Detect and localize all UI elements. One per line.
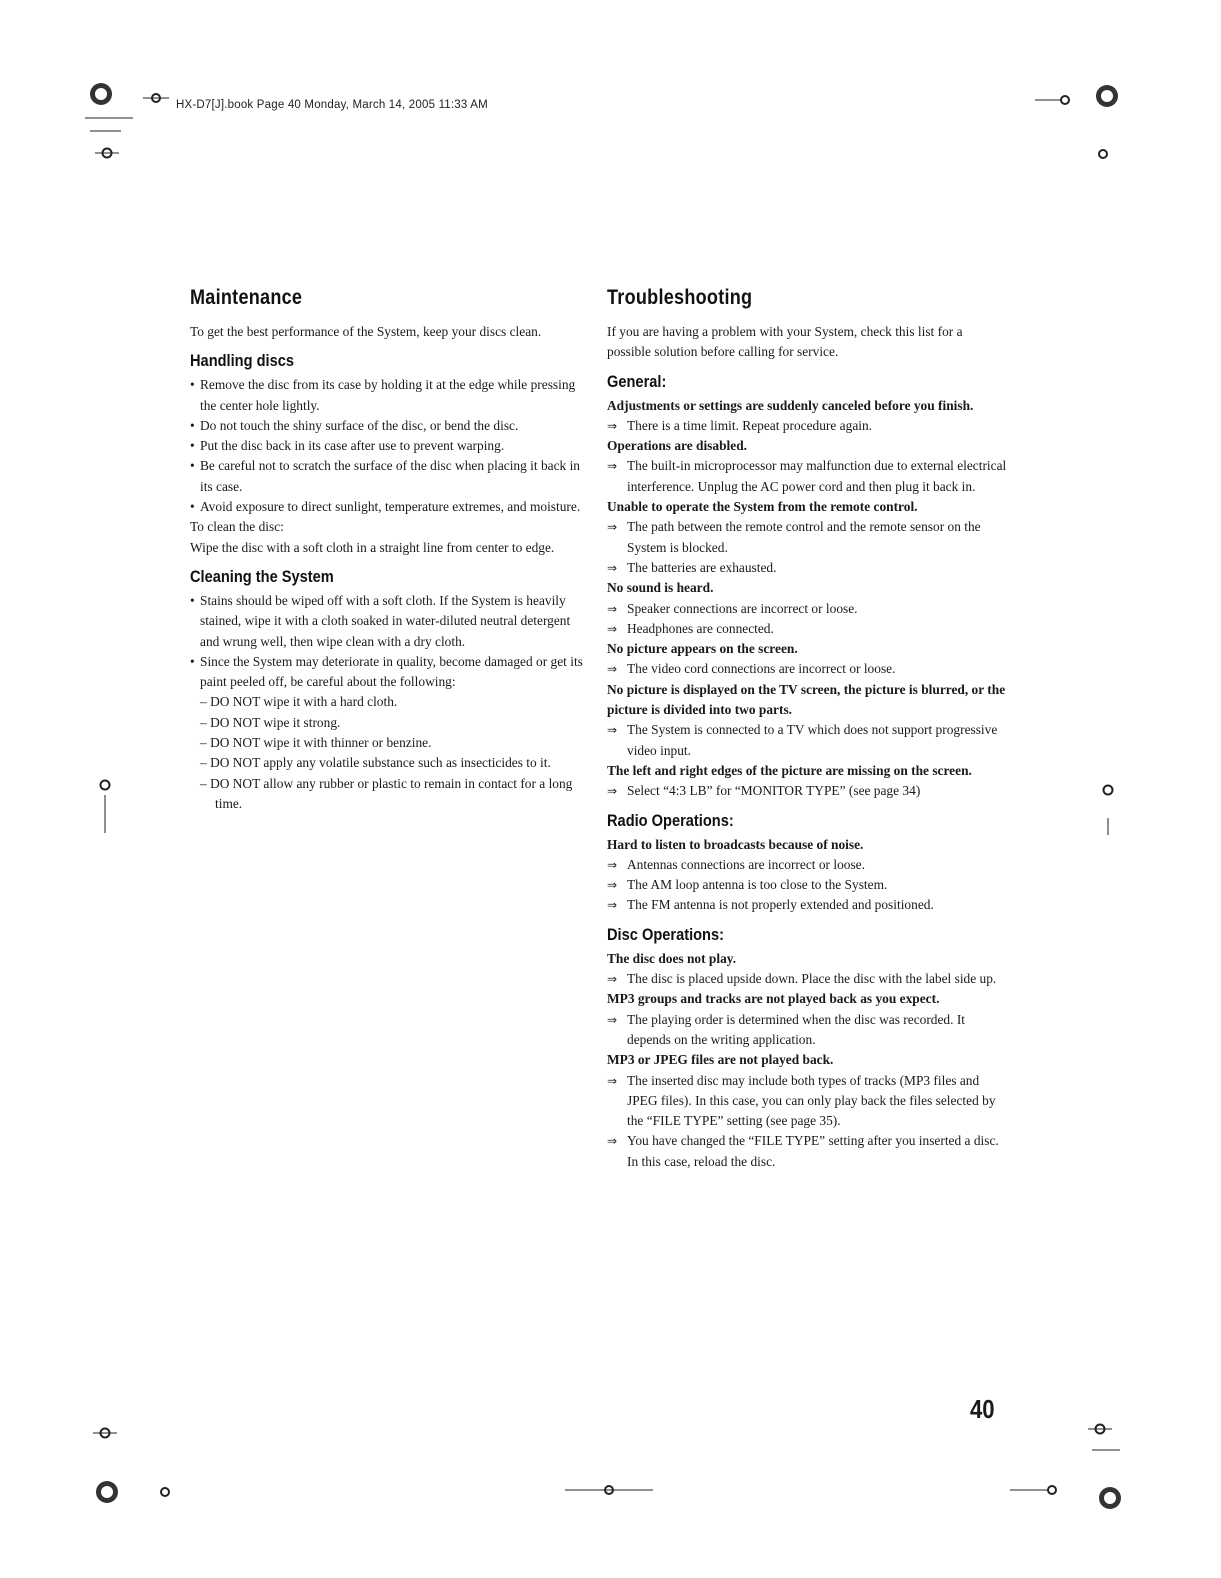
page-number: 40 [970,1394,995,1424]
list-item: • Remove the disc from its case by holding it at the edge while pressing the center hole lightly. [190,377,576,413]
arrow-right-icon: ⇒ [607,723,618,738]
bullet-icon: • [190,653,195,669]
dash-icon: – [200,735,207,751]
list-item: • Since the System may deteriorate in quality, become damaged or get its paint peeled off, be careful about the following: [190,653,583,690]
dash-icon: – [200,775,207,791]
solution: ⇒ The path between the remote control and the remote sensor on the System is blocked. [607,519,981,555]
problem: Operations are disabled. [607,438,747,454]
arrow-right-icon: ⇒ [607,621,618,636]
solution: ⇒ The inserted disc may include both types of tracks (MP3 files and JPEG files). In this case, you can only play back the files selected by the “FILE TYPE” setting (see page 35). [607,1072,996,1129]
solution: ⇒ There is a time limit. Repeat procedure again. [607,416,1007,436]
problem: Adjustments or settings are suddenly canceled before you finish. [607,397,974,413]
bullet-icon: • [190,438,195,454]
problem: MP3 or JPEG files are not played back. [607,1052,834,1068]
bullet-icon: • [190,377,195,393]
crosshair-mark-right-middle [1088,780,1128,840]
maintenance-intro: To get the best performance of the System, keep your discs clean. [190,324,542,339]
solution: ⇒ The AM loop antenna is too close to the System. [607,875,1007,895]
general-title: General: [607,371,667,391]
list-item: • Stains should be wiped off with a soft cloth. If the System is heavily stained, wipe it with a cloth soaked in water-diluted neutral detergent and wrung well, then wipe clean with a dry cloth. [190,592,571,649]
cleaning-system-title: Cleaning the System [190,566,334,586]
list-item: • Do not touch the shiny surface of the disc, or bend the disc. [190,416,585,436]
clean-disc-text: Wipe the disc with a soft cloth in a straight line from center to edge. [190,539,555,555]
bullet-icon: • [190,499,195,515]
dash-icon: – [200,755,207,771]
solution: ⇒ The System is connected to a TV which does not support progressive video input. [607,722,998,758]
problem: MP3 groups and tracks are not played back as you expect. [607,991,940,1007]
solution: ⇒ You have changed the “FILE TYPE” setting after you inserted a disc. In this case, reload the disc. [607,1133,999,1169]
arrow-right-icon: ⇒ [607,972,618,987]
caution-item: – DO NOT wipe it with a hard cloth. [200,694,398,710]
list-item: • Avoid exposure to direct sunlight, temperature extremes, and moisture. [190,497,585,517]
troubleshooting-intro: If you are having a problem with your System, check this list for a possible solution before calling for service. [607,324,963,360]
problem: No picture appears on the screen. [607,641,798,657]
caution-item: – DO NOT wipe it strong. [200,714,341,730]
arrow-right-icon: ⇒ [607,857,618,872]
disc-operations-title: Disc Operations: [607,924,725,944]
crosshair-mark-top [143,88,171,108]
caution-item: – DO NOT wipe it with thinner or benzine. [200,735,432,751]
solution: ⇒ Headphones are connected. [607,619,1007,639]
bullet-icon: • [190,417,195,433]
maintenance-title: Maintenance [190,286,303,309]
solution: ⇒ The FM antenna is not properly extended and positioned. [607,895,1007,915]
bullet-icon: • [190,458,195,474]
registration-mark-bottom-left [85,1415,185,1525]
solution: ⇒ Speaker connections are incorrect or loose. [607,599,1007,619]
arrow-right-icon: ⇒ [607,459,618,474]
arrow-right-icon: ⇒ [607,1134,618,1149]
caution-item: – DO NOT allow any rubber or plastic to remain in contact for a long time. [200,775,573,811]
solution: ⇒ Antennas connections are incorrect or loose. [607,855,1007,875]
arrow-right-icon: ⇒ [607,418,618,433]
arrow-right-icon: ⇒ [607,1012,618,1027]
handling-discs-title: Handling discs [190,351,294,371]
troubleshooting-title: Troubleshooting [607,286,753,309]
registration-mark-top-left [85,78,145,168]
problem: Unable to operate the System from the remote control. [607,499,918,515]
solution: ⇒ The batteries are exhausted. [607,558,1007,578]
arrow-right-icon: ⇒ [607,1073,618,1088]
bullet-icon: • [190,592,195,608]
solution: ⇒ The built-in microprocessor may malfunction due to external electrical interference. Unplug the AC power cord and then plug it back in. [607,458,1007,494]
arrow-right-icon: ⇒ [607,784,618,799]
registration-mark-top-right [1035,78,1125,173]
arrow-right-icon: ⇒ [607,560,618,575]
problem: No sound is heard. [607,580,714,596]
solution: ⇒ The disc is placed upside down. Place the disc with the label side up. [607,969,1007,989]
solution: ⇒ The video cord connections are incorrect or loose. [607,659,1007,679]
arrow-right-icon: ⇒ [607,601,618,616]
arrow-right-icon: ⇒ [607,878,618,893]
file-header: HX-D7[J].book Page 40 Monday, March 14, 2005 11:33 AM [176,99,488,111]
list-item: • Be careful not to scratch the surface of the disc when placing it back in its case. [190,458,580,494]
dash-icon: – [200,714,207,730]
solution: ⇒ The playing order is determined when the disc was recorded. It depends on the writing application. [607,1011,965,1047]
registration-mark-bottom-right [1010,1395,1125,1530]
problem: No picture is displayed on the TV screen, the picture is blurred, or the picture is divided into two parts. [607,681,1006,718]
problem: The disc does not play. [607,950,737,966]
arrow-right-icon: ⇒ [607,520,618,535]
maintenance-column [190,286,585,814]
problem: Hard to listen to broadcasts because of noise. [607,836,864,852]
troubleshooting-column [607,286,1007,1172]
radio-operations-title: Radio Operations: [607,810,734,830]
arrow-right-icon: ⇒ [607,898,618,913]
list-item: • Put the disc back in its case after use to prevent warping. [190,436,585,456]
solution: ⇒ Select “4:3 LB” for “MONITOR TYPE” (see page 34) [607,781,1007,801]
clean-disc-label: To clean the disc: [190,519,284,535]
crosshair-mark-bottom-center [565,1480,655,1500]
arrow-right-icon: ⇒ [607,662,618,677]
caution-item: – DO NOT apply any volatile substance such as insecticides to it. [200,755,551,771]
problem: The left and right edges of the picture are missing on the screen. [607,762,972,778]
crosshair-mark-left-middle [85,775,125,835]
dash-icon: – [200,694,207,710]
